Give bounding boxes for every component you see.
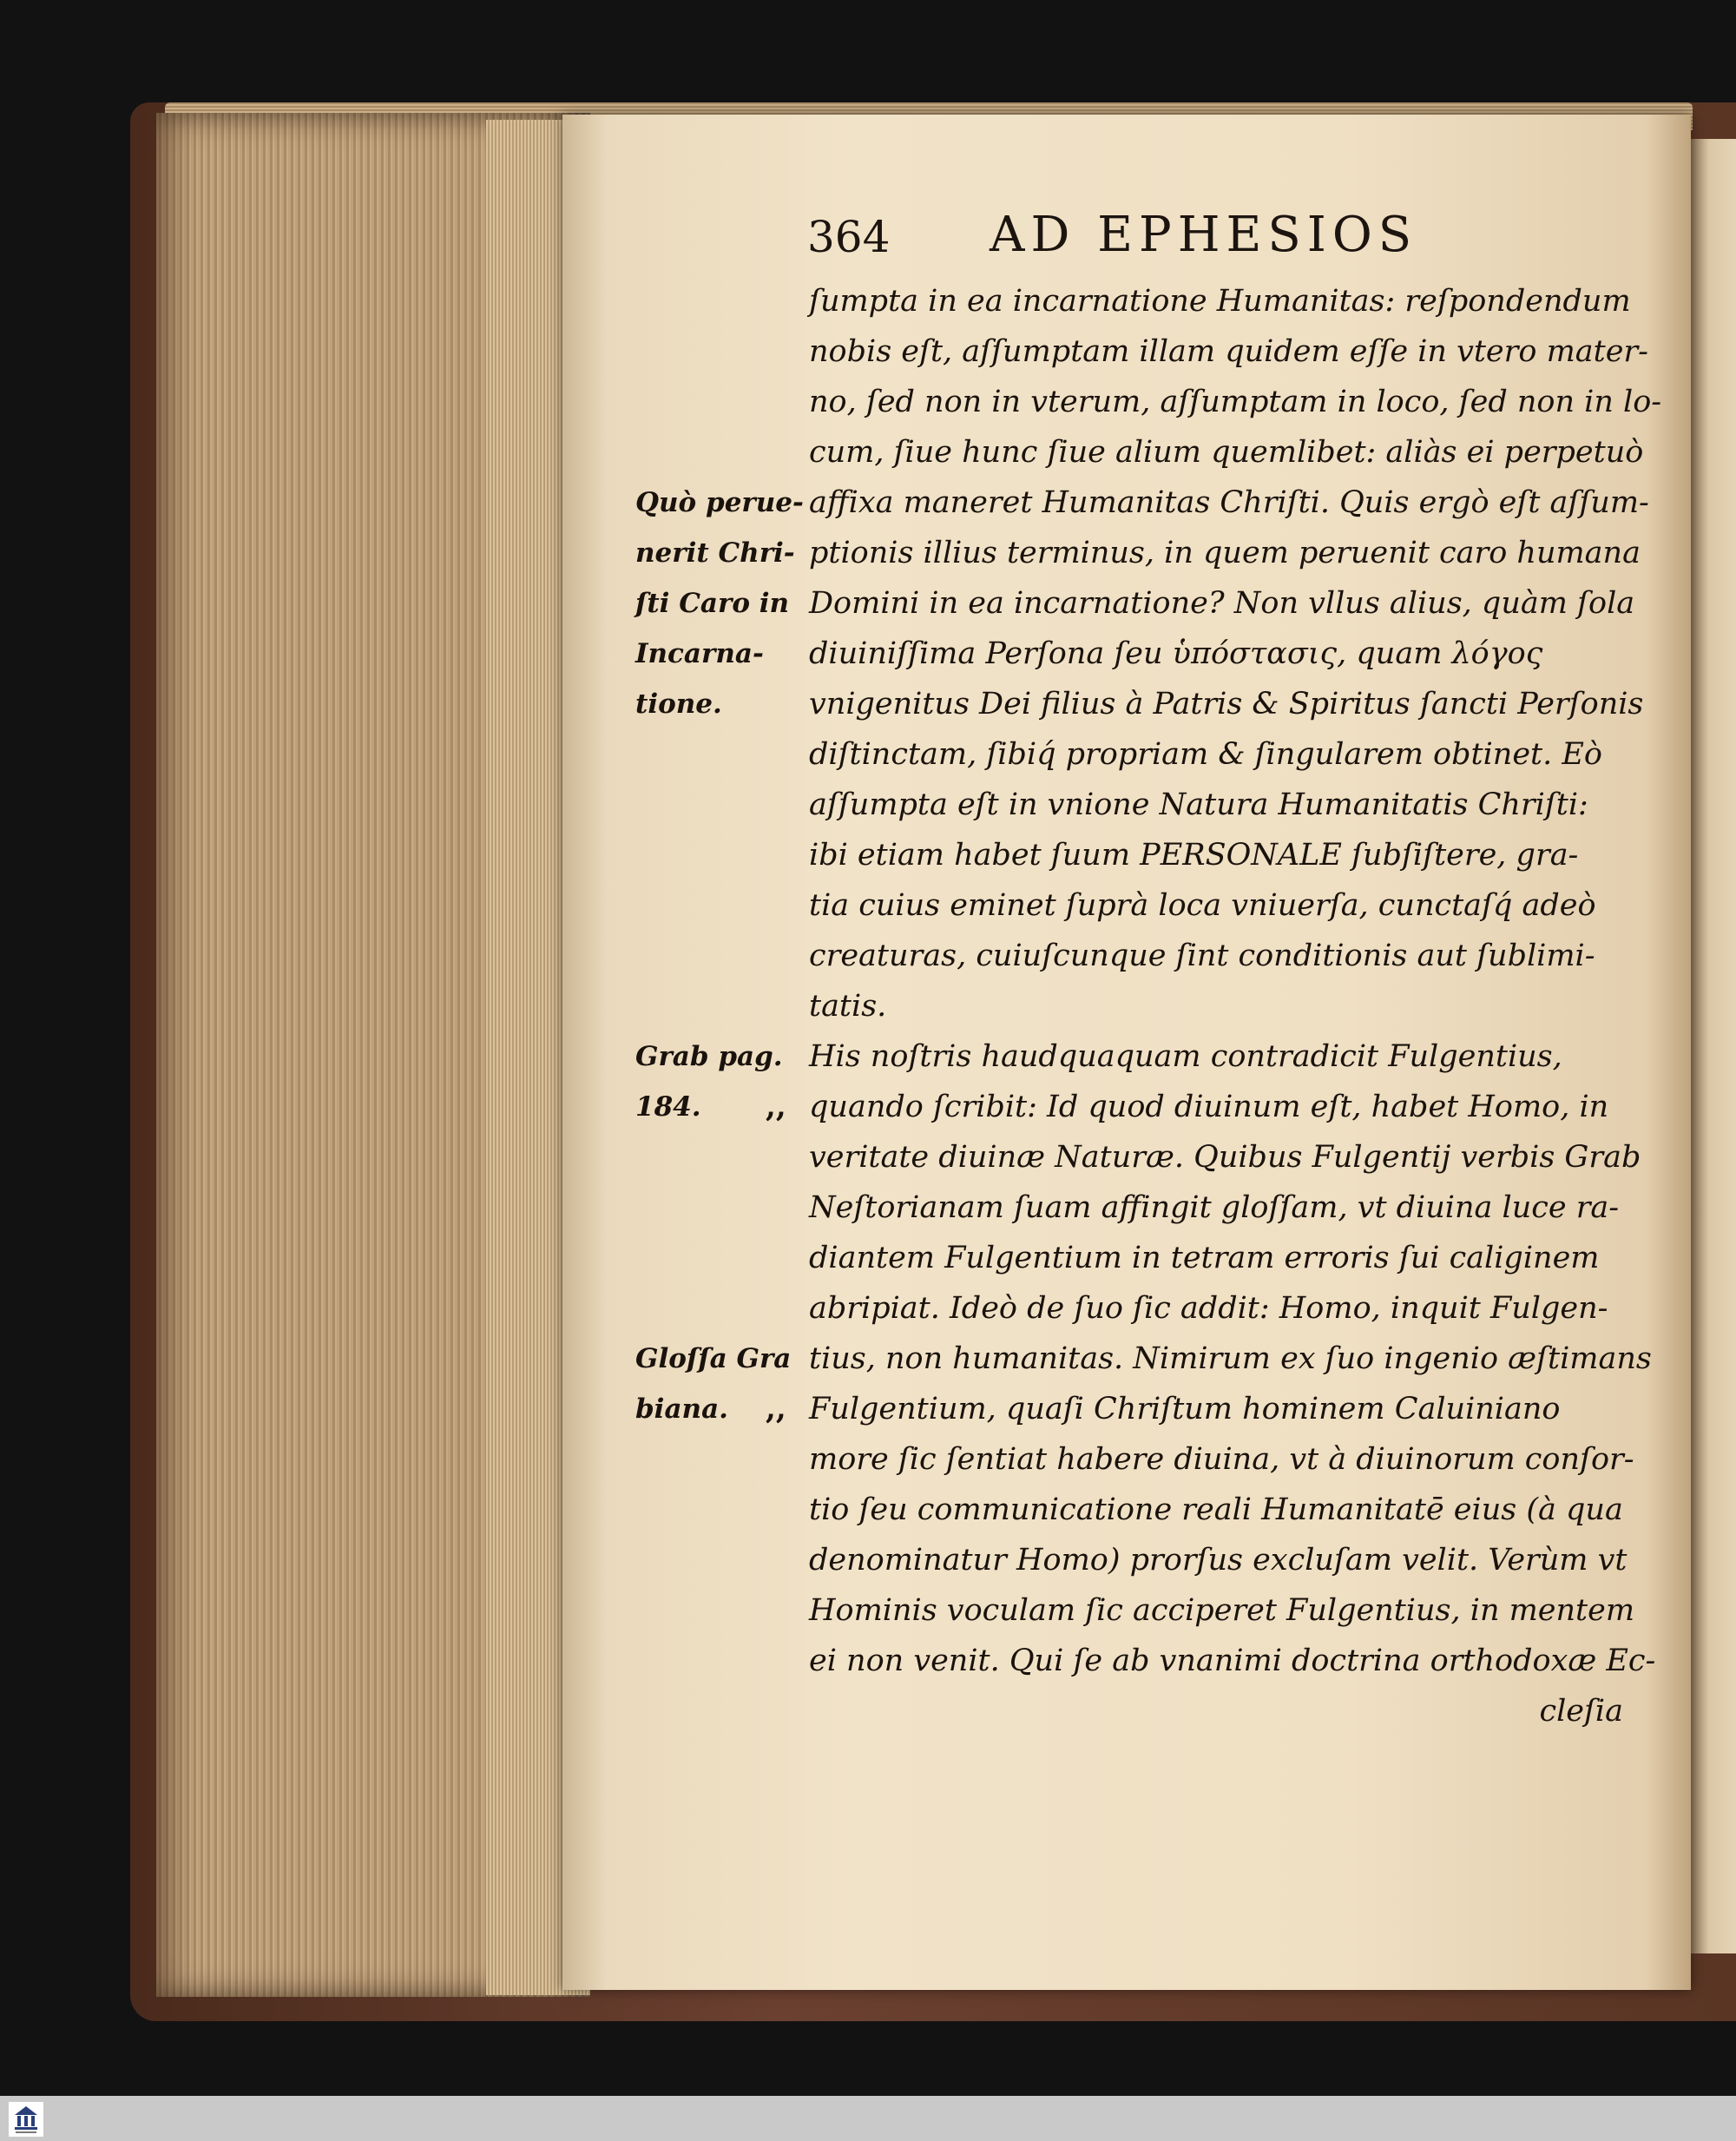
body-line: affixa maneret Humanitas Chriſti. Quis ergò eſt aſſum- [809,485,1649,520]
body-line: Domini in ea incarnatione? Non vllus alius, quàm ſola [809,586,1635,621]
body-line: nobis eſt, aſſumptam illam quidem eſſe in vtero mater- [809,334,1648,369]
page-number: 364 [807,212,891,262]
body-line: ſumpta in ea incarnatione Humanitas: reſpondendum [809,284,1631,319]
marginal-note-line: 184. [635,1091,701,1123]
body-line: diantem Fulgentium in tetram erroris ſui caliginem [809,1241,1600,1275]
body-line: Hominis voculam ſic acciperet Fulgentius, in mentem [809,1593,1635,1628]
quotation-mark: ,, [766,1392,786,1426]
body-line: Neſtorianam ſuam affingit gloſſam, vt diuina luce ra- [809,1190,1620,1225]
body-line: Fulgentium, quaſi Chriſtum hominem Caluiniano [809,1392,1561,1426]
catchword: cleſia [1539,1694,1623,1729]
marginal-note-line: Gloſſa Gra [635,1343,792,1374]
body-line: tius, non humanitas. Nimirum ex ſuo ingenio æſtimans [809,1341,1652,1376]
body-line: more ſic ſentiat habere diuina, vt à diuinorum conſor- [809,1442,1634,1477]
quotation-mark: ,, [766,1090,786,1124]
body-line: creaturas, cuiuſcunque ſint conditionis aut ſublimi- [809,939,1595,973]
body-line: tatis. [809,989,887,1024]
body-line: aſſumpta eſt in vnione Natura Humanitatis Chriſti: [809,787,1588,822]
body-line: tio ſeu communicatione reali Humanitatē eius (à qua [809,1492,1623,1527]
marginal-note-line: ſti Caro in [635,588,790,619]
body-line: His noſtris haudquaquam contradicit Fulgentius, [809,1039,1562,1074]
marginal-note-line: Incarna- [635,638,764,669]
marginal-note-line: biana. [635,1393,728,1425]
body-line: veritate diuinæ Naturæ. Quibus Fulgentij verbis Grab [809,1140,1641,1175]
marginal-note-line: Grab pag. [635,1041,783,1072]
facing-page-edge [1691,139,1736,1953]
body-line: abripiat. Ideò de ſuo ſic addit: Homo, inquit Fulgen- [809,1291,1608,1326]
body-line: ibi etiam habet ſuum PERSONALE ſubſiſtere, gra- [809,838,1579,873]
marginal-note-line: Quò perue- [635,487,804,518]
page-header [807,207,1632,276]
body-line: vnigenitus Dei filius à Patris & Spiritus ſancti Perſonis [809,687,1644,721]
marginal-note-line: tione. [635,688,722,720]
running-head: AD EPHESIOS [990,207,1418,263]
library-logo-icon [9,2102,43,2137]
body-line: ei non venit. Qui ſe ab vnanimi doctrina orthodoxæ Ec- [809,1644,1656,1678]
body-line: denominatur Homo) prorſus excluſam velit. Verùm vt [809,1543,1628,1578]
body-line: tia cuius eminet ſuprà loca vniuerſa, cunctaſq́ adeò [809,888,1596,923]
body-line: cum, ſiue hunc ſiue alium quemlibet: aliàs ei perpetuò [809,435,1644,470]
body-line: diſtinctam, ſibiq́ propriam & ſingularem obtinet. Eò [809,737,1602,772]
body-line: diuiniſſima Perſona ſeu ὑπόστασις, quam λόγος [809,636,1543,671]
marginal-note-line: nerit Chri- [635,537,795,569]
body-line: ptionis illius terminus, in quem peruenit caro humana [809,536,1641,570]
viewer-footer-bar [0,2096,1736,2141]
body-line: quando ſcribit: Id quod diuinum eſt, habet Homo, in [809,1090,1609,1124]
body-line: no, ſed non in vterum, aſſumptam in loco, ſed non in lo- [809,385,1662,419]
